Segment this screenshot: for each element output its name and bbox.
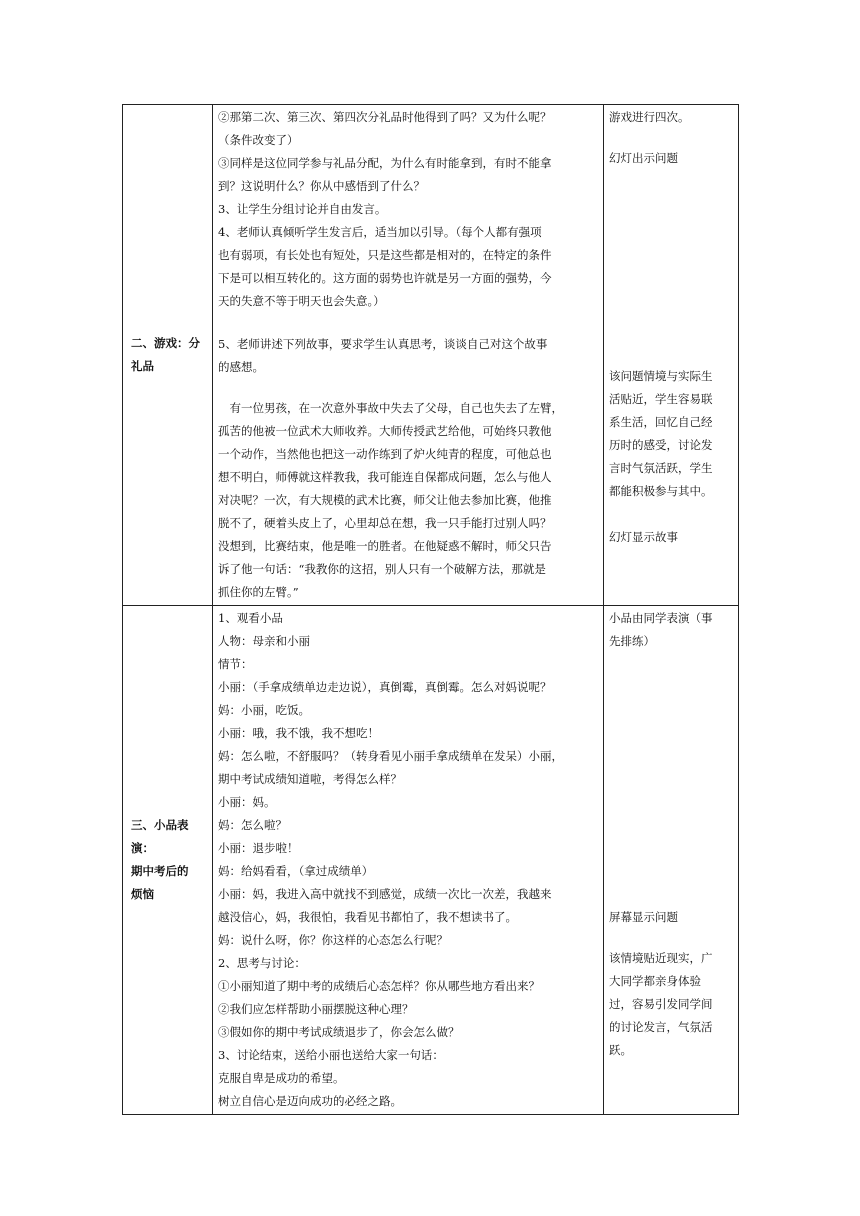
note-text: 历时的感受，讨论发 [609,438,713,452]
note-text: 都能积极参与其中。 [609,484,713,498]
note-text: 屏幕显示问题 [609,910,678,924]
note-text: 活贴近，学生容易联 [609,392,713,406]
content-line: 2、思考与讨论： [218,956,306,970]
content-line: 期中考试成绩知道啦，考得怎么样？ [218,772,402,786]
note-text: 跃。 [609,1043,632,1057]
content-line: 妈：给妈看看，（拿过成绩单） [218,864,374,878]
note-text: 言时气氛活跃，学生 [609,461,713,475]
content-line: 1、观看小品 [218,611,283,625]
note-text: 幻灯出示问题 [609,151,678,165]
content-line: ②那第二次、第三次、第四次分礼品时他得到了吗？又为什么呢？ [218,110,552,124]
content-line: 树立自信心是迈向成功的必经之路。 [218,1094,402,1108]
content-line: 小丽：退步啦！ [218,841,299,855]
content-line: 3、让学生分组讨论并自由发言。 [218,202,387,216]
content-line: （条件改变了） [218,133,299,147]
content-line: ③同样是这位同学参与礼品分配，为什么有时能拿到，有时不能拿 [218,156,552,170]
story-line: 有一位男孩，在一次意外事故中失去了父母，自己也失去了左臂， [218,401,563,415]
content-line: 的感想。 [218,360,264,374]
content-line: ③假如你的期中考试成绩退步了，你会怎么做？ [218,1025,460,1039]
story-line: 孤苦的他被一位武术大师收养。大师传授武艺给他，可始终只教他 [218,424,552,438]
content-line: 4、老师认真倾听学生发言后，适当加以引导。（每个人都有强项 [218,225,542,239]
stage-title: 期中考后的 [131,864,189,878]
note-text: 过，容易引发同学间 [609,997,713,1011]
story-line: 抓住你的左臂。” [218,585,299,599]
content-line: 克服自卑是成功的希望。 [218,1071,345,1085]
content-line: ②我们应怎样帮助小丽摆脱这种心理？ [218,1002,414,1016]
story-line: 脱不了，硬着头皮上了，心里却总在想，我一只手能打过别人吗？ [218,516,552,530]
table-row [123,105,739,606]
content-line: 越没信心，妈，我很怕，我看见书都怕了，我不想读书了。 [218,910,517,924]
note-text: 系生活，回忆自己经 [609,415,713,429]
stage-title: 烦恼 [131,887,154,901]
note-text: 幻灯显示故事 [609,530,678,544]
note-text: 该问题情境与实际生 [609,369,713,383]
table-row [123,606,739,1115]
content-line: 小丽：妈，我进入高中就找不到感觉，成绩一次比一次差，我越来 [218,887,552,901]
lesson-plan-table [122,104,739,1115]
note-text: 游戏进行四次。 [609,110,690,124]
story-line: 诉了他一句话：“我教你的这招，别人只有一个破解方法，那就是 [218,562,546,576]
stage-cell-game [123,105,213,606]
story-line: 没想到，比赛结束，他是唯一的胜者。在他疑惑不解时，师父只告 [218,539,552,553]
stage-title: 二、游戏：分 [131,336,200,350]
notes-cell-game [604,105,739,606]
content-line: 妈：小丽，吃饭。 [218,703,310,717]
content-line: 妈：说什么呀，你？你这样的心态怎么行呢？ [218,933,448,947]
stage-title: 三、小品表 [131,818,189,832]
content-line: 3、讨论结束，送给小丽也送给大家一句话： [218,1048,444,1062]
content-line: 小丽：（手拿成绩单边走边说），真倒霉，真倒霉。怎么对妈说呢？ [218,680,552,694]
story-line: 一个动作，当然他也把这一动作练到了炉火纯青的程度，可他总也 [218,447,552,461]
content-line: 小丽：哦，我不饿，我不想吃！ [218,726,379,740]
content-line: 到？这说明什么？你从中感悟到了什么？ [218,179,425,193]
story-line: 对决呢？一次，有大规模的武术比赛，师父让他去参加比赛，他推 [218,493,552,507]
note-text: 先排练） [609,634,655,648]
content-line: 情节： [218,657,253,671]
content-line: 小丽：妈。 [218,795,276,809]
content-line: 妈：怎么啦？ [218,818,287,832]
story-line: 想不明白，师傅就这样教我，我可能连自保都成问题，怎么与他人 [218,470,552,484]
notes-cell-skit [604,606,739,1115]
content-line: 下是可以相互转化的。这方面的弱势也许就是另一方面的强势，今 [218,271,552,285]
content-line: 天的失意不等于明天也会失意。） [218,294,385,308]
content-cell-game [213,105,604,606]
stage-title: 演： [131,841,154,855]
stage-cell-skit [123,606,213,1115]
note-text: 该情境贴近现实，广 [609,951,713,965]
content-line: 人物：母亲和小丽 [218,634,310,648]
content-cell-skit [213,606,604,1115]
note-text: 大同学都亲身体验 [609,974,701,988]
stage-title: 礼品 [131,359,154,373]
content-line: 妈：怎么啦，不舒服吗？（转身看见小丽手拿成绩单在发呆）小丽， [218,749,563,763]
note-text: 小品由同学表演（事 [609,611,713,625]
content-line: 5、老师讲述下列故事，要求学生认真思考，谈谈自己对这个故事 [218,337,548,351]
content-line: 也有弱项，有长处也有短处，只是这些都是相对的，在特定的条件 [218,248,552,262]
note-text: 的讨论发言，气氛活 [609,1020,713,1034]
content-line: ①小丽知道了期中考的成绩后心态怎样？你从哪些地方看出来？ [218,979,540,993]
